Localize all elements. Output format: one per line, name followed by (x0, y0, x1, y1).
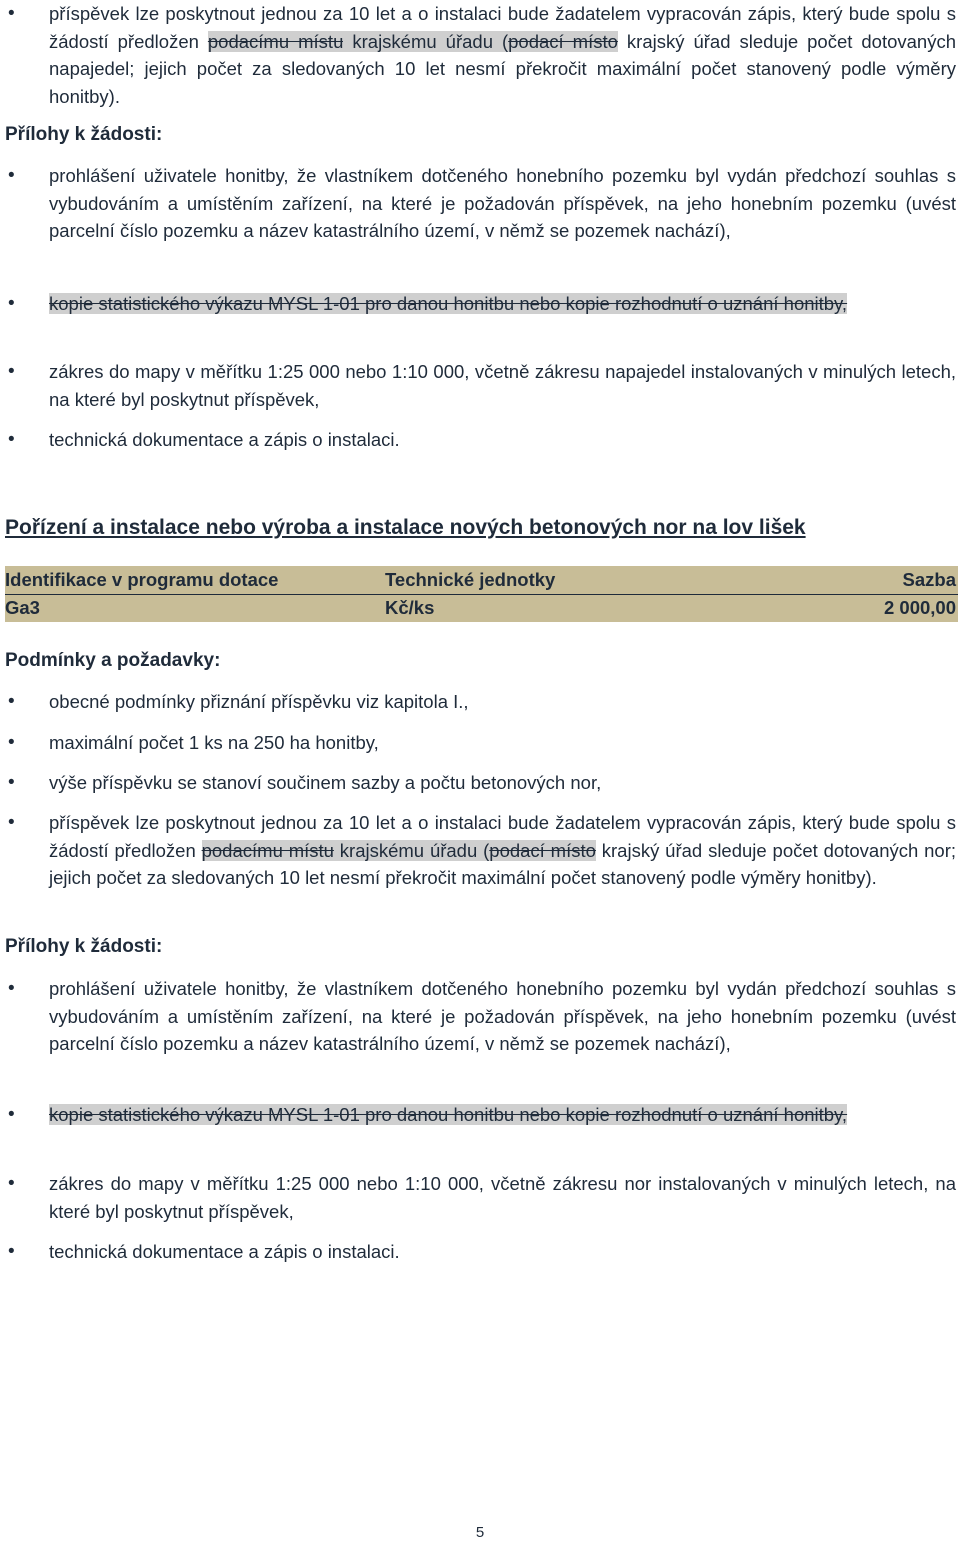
text-run: příspěvek lze poskytnout jednou za 10 let a o instalaci bude žadatelem vypracován zápis, který bude spolu s žádostí předložen (49, 3, 956, 52)
list-item-text (49, 1101, 956, 1129)
rate-table (5, 566, 958, 622)
list-item-text: výše příspěvku se stanoví součinem sazby a počtu betonových nor, (49, 772, 602, 793)
highlighted-text: krajskému úřadu ( (343, 30, 509, 52)
cell-rate: 2 000,00 (883, 597, 956, 618)
bullet-icon: • (8, 429, 15, 450)
table-row (5, 594, 958, 622)
bullet-icon: • (8, 812, 15, 833)
struck-text: podací místo (508, 30, 618, 52)
conditions-heading: Podmínky a požadavky: (5, 650, 221, 671)
bullet-icon: • (8, 978, 15, 999)
bullet-icon: • (8, 732, 15, 753)
header-rate: Sazba (902, 569, 956, 590)
list-item-text: prohlášení uživatele honitby, že vlastníkem dotčeného honebního pozemku byl vydán předchozí souhlas s vybudováním a umístěním zařízení, na které je požadován příspěvek, na jeho honebním pozemku (uvést parcelní číslo pozemku a název katastrálního území, v němž se pozemek nachází), (49, 978, 956, 1054)
list-item-text: technická dokumentace a zápis o instalaci. (49, 429, 400, 450)
list-item-text (49, 0, 956, 110)
header-identification: Identifikace v programu dotace (5, 569, 279, 590)
text-run: příspěvek lze poskytnout jednou za 10 let a o instalaci bude žadatelem vypracován zápis, který bude spolu s žádostí předložen (49, 812, 956, 861)
page-number: 5 (475, 1524, 485, 1541)
bullet-icon: • (8, 165, 15, 186)
list-item-text (49, 290, 956, 318)
list-item-text: maximální počet 1 ks na 250 ha honitby, (49, 732, 379, 753)
list-item-text: zákres do mapy v měřítku 1:25 000 nebo 1:10 000, včetně zákresu napajedel instalovaných v minulých letech, na které byl poskytnut příspěvek, (49, 361, 956, 410)
text-run: krajský úřad sleduje počet dotovaných nor; jejich počet za sledovaných 10 let nesmí překročit maximální počet stanovený podle výměry honitby). (49, 839, 956, 888)
bullet-icon: • (8, 1173, 15, 1194)
attachments-heading: Přílohy k žádosti: (5, 936, 163, 957)
bullet-icon: • (8, 1104, 15, 1125)
header-units: Technické jednotky (385, 569, 556, 590)
list-item-text: obecné podmínky přiznání příspěvku viz kapitola I., (49, 691, 469, 712)
bullet-icon: • (8, 361, 15, 382)
cell-code: Ga3 (5, 597, 40, 618)
list-item-text (49, 809, 956, 892)
struck-text: podací místo (489, 839, 596, 861)
rate-table-header (5, 566, 958, 595)
text-run: krajský úřad sleduje počet dotovaných napajedel; jejich počet za sledovaných 10 let nesmí překročit maximální počet stanovený podle výměry honitby). (49, 30, 956, 107)
list-item-text: zákres do mapy v měřítku 1:25 000 nebo 1:10 000, včetně zákresu nor instalovaných v minulých letech, na které byl poskytnut příspěvek, (49, 1173, 956, 1222)
highlighted-text: krajskému úřadu ( (333, 839, 490, 861)
struck-text: kopie statistického výkazu MYSL 1-01 pro danou honitbu nebo kopie rozhodnutí o uznání honitby, (49, 1104, 848, 1125)
bullet-icon: • (8, 691, 15, 712)
bullet-icon: • (8, 772, 15, 793)
bullet-icon: • (8, 1241, 15, 1262)
bullet-icon: • (8, 293, 15, 314)
cell-units: Kč/ks (385, 597, 435, 618)
list-item-text: prohlášení uživatele honitby, že vlastníkem dotčeného honebního pozemku byl vydán předchozí souhlas s vybudováním a umístěním zařízení, na které je požadován příspěvek, na jeho honebním pozemku (uvést parcelní číslo pozemku a název katastrálního území, v němž se pozemek nachází), (49, 165, 956, 241)
struck-text: podacímu místu (201, 839, 334, 861)
struck-text: kopie statistického výkazu MYSL 1-01 pro danou honitbu nebo kopie rozhodnutí o uznání honitby, (49, 293, 848, 314)
bullet-icon: • (8, 3, 15, 24)
struck-text: podacímu místu (207, 30, 344, 52)
attachments-heading: Přílohy k žádosti: (5, 124, 163, 145)
section-title: Pořízení a instalace nebo výroba a instalace nových betonových nor na lov lišek (5, 516, 806, 539)
list-item-text: technická dokumentace a zápis o instalaci. (49, 1241, 400, 1262)
